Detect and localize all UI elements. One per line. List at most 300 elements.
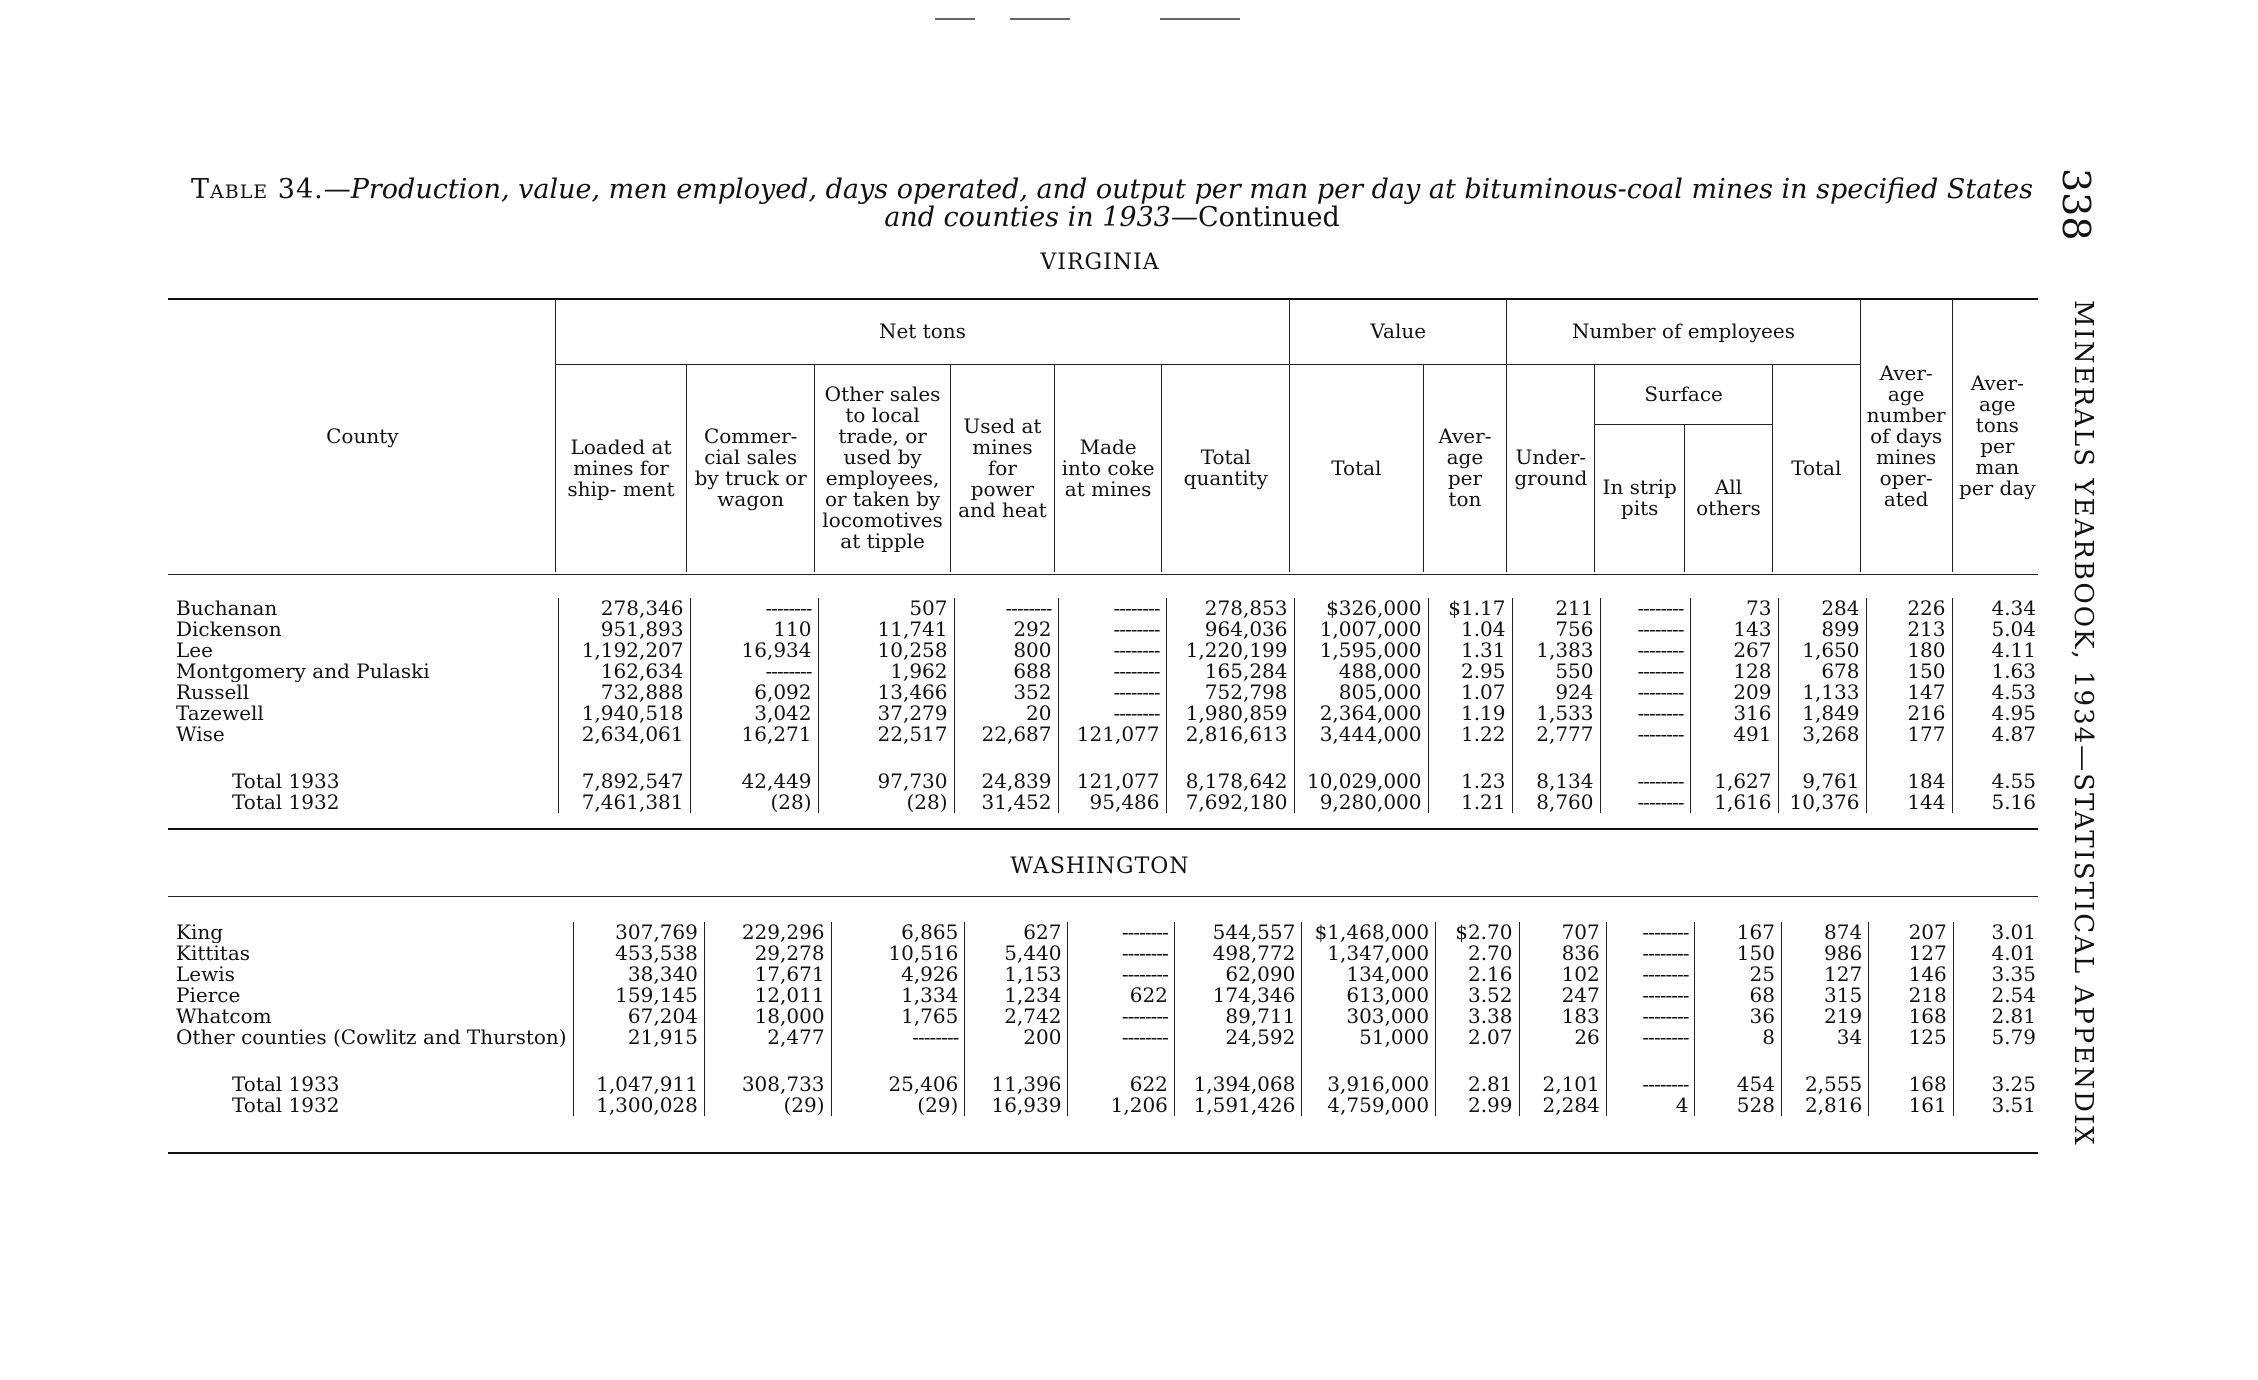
cell-avg-per-ton: 2.70	[1436, 943, 1519, 964]
washington-table	[170, 922, 2042, 1116]
table-caption: —Production, value, men employed, days operated, and output per man per day at bituminous-coal mines in specified States and counties in 1933	[323, 174, 2033, 233]
cell-commercial: (28)	[690, 792, 818, 813]
cell-value-total: 303,000	[1302, 1006, 1436, 1027]
cell-loaded: 162,634	[558, 661, 690, 682]
cell-commercial	[690, 598, 818, 619]
cell-coke	[1068, 1027, 1174, 1048]
cell-value-total: 1,347,000	[1302, 943, 1436, 964]
cell-strip	[1600, 703, 1690, 724]
cell-all-others: 528	[1695, 1095, 1781, 1116]
cell-other-sales: 11,741	[818, 619, 954, 640]
col-total-qty: Total quantity	[1162, 364, 1290, 572]
cell-underground: 26	[1519, 1027, 1606, 1048]
cell-loaded: 732,888	[558, 682, 690, 703]
cell-avg-per-ton: 1.31	[1428, 640, 1512, 661]
cell-county: Total 1933	[232, 1074, 340, 1095]
cell-strip: 4	[1606, 1095, 1695, 1116]
empty-dash: --------	[1637, 638, 1684, 662]
cell-value-total: 1,007,000	[1294, 619, 1428, 640]
col-used-power: Used at mines for power and heat	[951, 364, 1055, 572]
col-all-others: All others	[1685, 424, 1773, 572]
cell-coke: 1,206	[1068, 1095, 1174, 1116]
virginia-table	[170, 598, 2042, 813]
cell-county: Total 1932	[232, 1095, 340, 1116]
group-surface: Surface	[1595, 364, 1773, 424]
cell-avg-days: 218	[1869, 985, 1954, 1006]
cell-loaded: 453,538	[573, 943, 704, 964]
cell-used-power: 352	[954, 682, 1058, 703]
cell-underground: 550	[1512, 661, 1600, 682]
cell-loaded: 307,769	[573, 922, 704, 943]
cell-avg-per-ton: 2.81	[1436, 1074, 1519, 1095]
cell-strip	[1600, 792, 1690, 813]
cell-commercial: 42,449	[690, 771, 818, 792]
cell-avg-days: 216	[1866, 703, 1952, 724]
cell-avg-days: 147	[1866, 682, 1952, 703]
table-row	[170, 943, 2042, 964]
cell-all-others: 209	[1690, 682, 1778, 703]
cell-strip	[1606, 922, 1695, 943]
empty-dash: --------	[1005, 596, 1052, 620]
empty-dash: --------	[1113, 680, 1160, 704]
cell-emp-total: 874	[1781, 922, 1868, 943]
cell-county: Tazewell	[176, 703, 264, 724]
empty-dash: --------	[765, 596, 812, 620]
empty-dash: --------	[1637, 680, 1684, 704]
cell-county: Other counties (Cowlitz and Thurston)	[176, 1027, 567, 1048]
cell-total-qty: 24,592	[1174, 1027, 1301, 1048]
cell-used-power: 11,396	[965, 1074, 1068, 1095]
cell-avg-per-ton: 1.07	[1428, 682, 1512, 703]
cell-other-sales: 4,926	[831, 964, 965, 985]
cell-total-qty: 2,816,613	[1166, 724, 1294, 745]
washington-top-rule	[168, 896, 2038, 897]
cell-other-sales: 507	[818, 598, 954, 619]
cell-coke	[1058, 598, 1166, 619]
cell-underground: 2,777	[1512, 724, 1600, 745]
cell-avg-per-ton: 3.38	[1436, 1006, 1519, 1027]
cell-avg-per-ton: $1.17	[1428, 598, 1512, 619]
empty-dash: --------	[1642, 1025, 1689, 1049]
spacer-cell	[954, 745, 1058, 771]
cell-all-others: 267	[1690, 640, 1778, 661]
cell-other-sales: 10,516	[831, 943, 965, 964]
cell-avg-days: 213	[1866, 619, 1952, 640]
cell-strip	[1600, 682, 1690, 703]
table-row	[170, 985, 2042, 1006]
cell-total-qty: 278,853	[1166, 598, 1294, 619]
cell-coke	[1058, 640, 1166, 661]
cell-commercial: 2,477	[704, 1027, 831, 1048]
cell-used-power: 24,839	[954, 771, 1058, 792]
empty-dash: --------	[1642, 1072, 1689, 1096]
cell-other-sales: 22,517	[818, 724, 954, 745]
cell-strip	[1600, 771, 1690, 792]
cell-other-sales: 1,962	[818, 661, 954, 682]
table-row	[170, 1027, 2042, 1048]
cell-avg-tons: 4.95	[1952, 703, 2042, 724]
cell-strip	[1600, 640, 1690, 661]
spacer-cell	[1068, 1048, 1174, 1074]
empty-dash: --------	[1642, 941, 1689, 965]
total-row	[170, 771, 2042, 792]
cell-loaded: 278,346	[558, 598, 690, 619]
cell-other-sales: 10,258	[818, 640, 954, 661]
col-county: County	[326, 423, 399, 448]
cell-avg-tons: 4.34	[1952, 598, 2042, 619]
cell-loaded: 2,634,061	[558, 724, 690, 745]
cell-avg-per-ton: 1.22	[1428, 724, 1512, 745]
cell-emp-total: 127	[1781, 964, 1868, 985]
cell-value-total: 4,759,000	[1302, 1095, 1436, 1116]
cell-other-sales: 1,334	[831, 985, 965, 1006]
cell-all-others: 491	[1690, 724, 1778, 745]
cell-coke: 121,077	[1058, 771, 1166, 792]
empty-dash: --------	[1637, 722, 1684, 746]
empty-dash: --------	[1121, 1004, 1168, 1028]
cell-strip	[1606, 1074, 1695, 1095]
cell-county: Russell	[176, 682, 250, 703]
scan-mark	[935, 18, 975, 20]
cell-emp-total: 284	[1778, 598, 1866, 619]
empty-dash: --------	[1637, 617, 1684, 641]
cell-avg-tons: 5.16	[1952, 792, 2042, 813]
cell-avg-days: 168	[1869, 1074, 1954, 1095]
cell-underground: 707	[1519, 922, 1606, 943]
cell-commercial: 17,671	[704, 964, 831, 985]
cell-coke	[1068, 943, 1174, 964]
empty-dash: --------	[1642, 983, 1689, 1007]
cell-underground: 102	[1519, 964, 1606, 985]
cell-coke	[1068, 1006, 1174, 1027]
cell-underground: 756	[1512, 619, 1600, 640]
cell-county: Total 1932	[232, 792, 340, 813]
empty-dash: --------	[1637, 596, 1684, 620]
empty-dash: --------	[1121, 920, 1168, 944]
empty-dash: --------	[1113, 617, 1160, 641]
empty-dash: --------	[1642, 962, 1689, 986]
cell-value-total: 613,000	[1302, 985, 1436, 1006]
scan-mark	[1160, 18, 1240, 20]
col-avg-days: Aver- age number of days mines oper- ated	[1860, 300, 1952, 572]
group-employees: Number of employees	[1507, 300, 1860, 364]
cell-all-others: 150	[1695, 943, 1781, 964]
cell-used-power: 2,742	[965, 1006, 1068, 1027]
cell-avg-days: 180	[1866, 640, 1952, 661]
cell-commercial: 12,011	[704, 985, 831, 1006]
spacer-cell	[1778, 745, 1866, 771]
cell-strip	[1600, 619, 1690, 640]
spacer-row	[170, 745, 2042, 771]
cell-total-qty: 964,036	[1166, 619, 1294, 640]
cell-avg-tons: 5.04	[1952, 619, 2042, 640]
table-row	[170, 640, 2042, 661]
cell-commercial	[690, 661, 818, 682]
total-row	[170, 1074, 2042, 1095]
cell-other-sales	[831, 1027, 965, 1048]
cell-county: Lewis	[176, 964, 235, 985]
cell-loaded: 1,047,911	[573, 1074, 704, 1095]
empty-dash: --------	[1642, 920, 1689, 944]
cell-emp-total: 2,816	[1781, 1095, 1868, 1116]
spacer-cell	[1781, 1048, 1868, 1074]
cell-avg-per-ton: 2.07	[1436, 1027, 1519, 1048]
cell-strip	[1606, 1027, 1695, 1048]
cell-avg-days: 226	[1866, 598, 1952, 619]
cell-commercial: 16,934	[690, 640, 818, 661]
cell-all-others: 1,627	[1690, 771, 1778, 792]
cell-county: Total 1933	[232, 771, 340, 792]
cell-loaded: 38,340	[573, 964, 704, 985]
cell-emp-total: 1,650	[1778, 640, 1866, 661]
spacer-cell	[965, 1048, 1068, 1074]
cell-strip	[1600, 661, 1690, 682]
cell-commercial: 6,092	[690, 682, 818, 703]
cell-other-sales: 1,765	[831, 1006, 965, 1027]
cell-avg-tons: 2.54	[1953, 985, 2042, 1006]
spacer-cell	[831, 1048, 965, 1074]
spacer-cell	[1302, 1048, 1436, 1074]
cell-avg-tons: 3.25	[1953, 1074, 2042, 1095]
cell-all-others: 128	[1690, 661, 1778, 682]
cell-underground: 1,383	[1512, 640, 1600, 661]
cell-loaded: 159,145	[573, 985, 704, 1006]
cell-commercial: 29,278	[704, 943, 831, 964]
table-row	[170, 964, 2042, 985]
cell-coke: 622	[1068, 1074, 1174, 1095]
cell-avg-days: 161	[1869, 1095, 1954, 1116]
cell-used-power: 5,440	[965, 943, 1068, 964]
group-net-tons: Net tons	[555, 300, 1289, 364]
cell-used-power: 292	[954, 619, 1058, 640]
cell-underground: 924	[1512, 682, 1600, 703]
col-commercial: Commer- cial sales by truck or wagon	[687, 364, 815, 572]
cell-emp-total: 315	[1781, 985, 1868, 1006]
cell-emp-total: 1,133	[1778, 682, 1866, 703]
cell-emp-total: 986	[1781, 943, 1868, 964]
cell-avg-days: 125	[1869, 1027, 1954, 1048]
table-number: Table 34.	[191, 174, 324, 205]
empty-dash: --------	[1113, 701, 1160, 725]
cell-value-total: 1,595,000	[1294, 640, 1428, 661]
cell-value-total: 51,000	[1302, 1027, 1436, 1048]
cell-total-qty: 89,711	[1174, 1006, 1301, 1027]
spacer-cell	[1606, 1048, 1695, 1074]
cell-total-qty: 1,394,068	[1174, 1074, 1301, 1095]
col-avg-tons: Aver- age tons per man per day	[1952, 300, 2042, 572]
cell-avg-per-ton: 1.23	[1428, 771, 1512, 792]
section-title-washington: WASHINGTON	[1010, 854, 1190, 879]
total-row	[170, 792, 2042, 813]
cell-avg-per-ton: 1.04	[1428, 619, 1512, 640]
cell-total-qty: 174,346	[1174, 985, 1301, 1006]
cell-avg-per-ton: 2.95	[1428, 661, 1512, 682]
cell-used-power: 22,687	[954, 724, 1058, 745]
cell-county: Pierce	[176, 985, 241, 1006]
cell-value-total: $1,468,000	[1302, 922, 1436, 943]
cell-underground: 183	[1519, 1006, 1606, 1027]
table-row	[170, 619, 2042, 640]
cell-avg-tons: 3.51	[1953, 1095, 2042, 1116]
table-row	[170, 661, 2042, 682]
empty-dash: --------	[1121, 941, 1168, 965]
spacer-cell	[1600, 745, 1690, 771]
cell-other-sales: 97,730	[818, 771, 954, 792]
cell-value-total: 2,364,000	[1294, 703, 1428, 724]
cell-all-others: 316	[1690, 703, 1778, 724]
cell-total-qty: 165,284	[1166, 661, 1294, 682]
cell-other-sales: 37,279	[818, 703, 954, 724]
cell-commercial: 229,296	[704, 922, 831, 943]
cell-underground: 247	[1519, 985, 1606, 1006]
cell-emp-total: 2,555	[1781, 1074, 1868, 1095]
cell-all-others: 36	[1695, 1006, 1781, 1027]
spacer-cell	[558, 745, 690, 771]
cell-avg-per-ton: $2.70	[1436, 922, 1519, 943]
col-underground: Under- ground	[1507, 364, 1595, 572]
cell-commercial: (29)	[704, 1095, 831, 1116]
cell-coke	[1068, 922, 1174, 943]
cell-all-others: 73	[1690, 598, 1778, 619]
cell-commercial: 308,733	[704, 1074, 831, 1095]
cell-emp-total: 219	[1781, 1006, 1868, 1027]
cell-avg-tons: 4.55	[1952, 771, 2042, 792]
cell-all-others: 167	[1695, 922, 1781, 943]
cell-total-qty: 8,178,642	[1166, 771, 1294, 792]
cell-underground: 2,284	[1519, 1095, 1606, 1116]
cell-loaded: 21,915	[573, 1027, 704, 1048]
cell-total-qty: 62,090	[1174, 964, 1301, 985]
cell-used-power: 31,452	[954, 792, 1058, 813]
cell-coke	[1058, 682, 1166, 703]
cell-used-power: 20	[954, 703, 1058, 724]
cell-all-others: 1,616	[1690, 792, 1778, 813]
cell-coke: 622	[1068, 985, 1174, 1006]
spacer-cell	[170, 745, 558, 771]
spacer-cell	[1690, 745, 1778, 771]
cell-avg-tons: 4.53	[1952, 682, 2042, 703]
empty-dash: --------	[1121, 962, 1168, 986]
col-emp-total: Total	[1772, 364, 1860, 572]
cell-emp-total: 9,761	[1778, 771, 1866, 792]
cell-underground: 211	[1512, 598, 1600, 619]
cell-avg-days: 146	[1869, 964, 1954, 985]
table-continued: —Continued	[1170, 202, 1340, 233]
cell-other-sales: (29)	[831, 1095, 965, 1116]
table-row	[170, 682, 2042, 703]
cell-emp-total: 34	[1781, 1027, 1868, 1048]
page-number: 338	[2054, 168, 2098, 241]
virginia-bottom-rule	[168, 828, 2038, 830]
cell-avg-per-ton: 1.21	[1428, 792, 1512, 813]
cell-commercial: 18,000	[704, 1006, 831, 1027]
washington-bottom-rule	[168, 1152, 2038, 1154]
cell-underground: 8,134	[1512, 771, 1600, 792]
cell-avg-per-ton: 2.16	[1436, 964, 1519, 985]
spacer-cell	[1428, 745, 1512, 771]
spacer-cell	[1952, 745, 2042, 771]
cell-total-qty: 1,220,199	[1166, 640, 1294, 661]
cell-commercial: 16,271	[690, 724, 818, 745]
cell-used-power: 1,234	[965, 985, 1068, 1006]
cell-avg-tons: 5.79	[1953, 1027, 2042, 1048]
empty-dash: --------	[1121, 1025, 1168, 1049]
empty-dash: --------	[1113, 659, 1160, 683]
cell-loaded: 951,893	[558, 619, 690, 640]
cell-strip	[1600, 724, 1690, 745]
cell-emp-total: 10,376	[1778, 792, 1866, 813]
table-row	[170, 703, 2042, 724]
empty-dash: --------	[912, 1025, 959, 1049]
total-row	[170, 1095, 2042, 1116]
empty-dash: --------	[1642, 1004, 1689, 1028]
header-bottom-rule	[168, 574, 2038, 575]
spacer-cell	[1174, 1048, 1301, 1074]
cell-used-power: 1,153	[965, 964, 1068, 985]
cell-loaded: 1,192,207	[558, 640, 690, 661]
cell-loaded: 7,461,381	[558, 792, 690, 813]
cell-county: Wise	[176, 724, 225, 745]
cell-strip	[1606, 943, 1695, 964]
cell-avg-tons: 4.87	[1952, 724, 2042, 745]
cell-avg-days: 177	[1866, 724, 1952, 745]
cell-strip	[1606, 1006, 1695, 1027]
cell-total-qty: 544,557	[1174, 922, 1301, 943]
cell-strip	[1600, 598, 1690, 619]
cell-all-others: 25	[1695, 964, 1781, 985]
table-row	[170, 922, 2042, 943]
cell-loaded: 1,300,028	[573, 1095, 704, 1116]
col-avg-per-ton: Aver- age per ton	[1423, 364, 1507, 572]
cell-used-power: 688	[954, 661, 1058, 682]
table-row	[170, 724, 2042, 745]
cell-emp-total: 1,849	[1778, 703, 1866, 724]
cell-county: Dickenson	[176, 619, 282, 640]
cell-avg-days: 168	[1869, 1006, 1954, 1027]
cell-avg-days: 207	[1869, 922, 1954, 943]
cell-loaded: 7,892,547	[558, 771, 690, 792]
cell-value-total: $326,000	[1294, 598, 1428, 619]
cell-coke	[1058, 661, 1166, 682]
cell-value-total: 488,000	[1294, 661, 1428, 682]
cell-underground: 8,760	[1512, 792, 1600, 813]
table-row	[170, 1006, 2042, 1027]
cell-coke: 95,486	[1058, 792, 1166, 813]
cell-total-qty: 1,591,426	[1174, 1095, 1301, 1116]
cell-avg-per-ton: 3.52	[1436, 985, 1519, 1006]
cell-county: Lee	[176, 640, 213, 661]
cell-total-qty: 498,772	[1174, 943, 1301, 964]
cell-used-power	[954, 598, 1058, 619]
cell-value-total: 10,029,000	[1294, 771, 1428, 792]
spacer-cell	[1436, 1048, 1519, 1074]
table-row	[170, 598, 2042, 619]
cell-avg-days: 184	[1866, 771, 1952, 792]
cell-other-sales: 6,865	[831, 922, 965, 943]
cell-all-others: 454	[1695, 1074, 1781, 1095]
cell-county: Montgomery and Pulaski	[176, 661, 430, 682]
spacer-cell	[1512, 745, 1600, 771]
spacer-cell	[573, 1048, 704, 1074]
spacer-cell	[1058, 745, 1166, 771]
cell-avg-per-ton: 1.19	[1428, 703, 1512, 724]
cell-coke	[1058, 619, 1166, 640]
cell-strip	[1606, 985, 1695, 1006]
cell-county: Buchanan	[176, 598, 278, 619]
spacer-row	[170, 1048, 2042, 1074]
cell-other-sales: 25,406	[831, 1074, 965, 1095]
spacer-cell	[1166, 745, 1294, 771]
